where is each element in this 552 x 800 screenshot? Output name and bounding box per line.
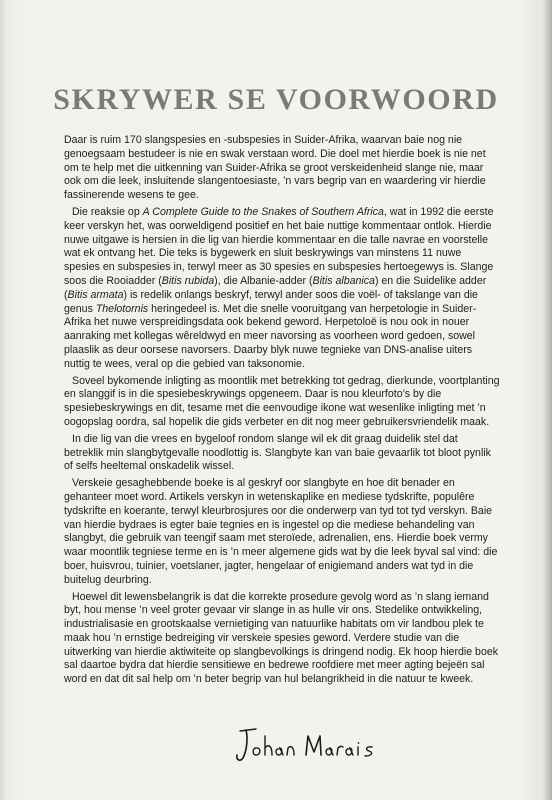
italic-term: Bitis albanica: [312, 274, 375, 287]
foreword-body: [64, 134, 500, 690]
italic-term: Thelotornis: [95, 302, 149, 315]
paragraph-3: Soveel bykomende inligting as moontlik met betrekking tot gedrag, dierkunde, voortplanting en slanggif is in die spesiebeskrywings opgeneem. Daar is nou kleurfoto’s by die spesiebeskrywings en dit, tesame met die eenvoudige ikone wat wesenlike inligting met ’n oogopslag oordra, sal hopelik die gids verbeter en dit nog meer gebruikersvriendelik maak.: [64, 374, 500, 428]
paragraph-5: Verskeie gesaghebbende boeke is al geskryf oor slangbyte en hoe dit benader en gehanteer moet word. Artikels verskyn in wetenskaplike en mediese tydskrifte, populêre tydskrifte en koerante, terwyl kleurbrosjures oor die onderwerp van tyd tot tyd verskyn. Baie van hierdie bydraes is egter baie tegnies en is ingestel op die mediese behandeling van slangbyt, die gebruik van teengif saam met steroïede, adrenalien, ens. Hierdie boek vermy waar moontlik tegniese terme en is ’n meer algemene gids wat by die leek byval sal vind: die boer, huisvrou, tuinier, voetslaner, jagter, hengelaar of enigiemand anders wat tyd in die buitelug deurbring.: [64, 477, 498, 586]
italic-term: Bitis armata: [67, 288, 124, 301]
paragraph-2: Die reaksie op A Complete Guide to the Snakes of Southern Africa, wat in 1992 die eerste keer verskyn het, was oorweldigend positief en het baie nuttige kommentaar ontlok. Hierdie nuwe uitgawe is hersien in die lig van hierdie kommentaar en die talle navrae en voorstelle wat ek ontvang het. Die teks is bygewerk en sluit beskrywings van minstens 11 nuwe spesies en subspesies in, terwyl meer as 30 spesies en subspesies hertoegewys is. Slange soos die Rooiadder (Bitis rubida), die Albanie-adder (Bitis albanica) en die Suidelike adder (Bitis armata) is redelik onlangs beskryf, terwyl ander soos die voël- of takslange van die genus Thelotornis heringedeel is. Met die snelle vooruitgang van herpetologie in Suider-Afrika het nuwe verspreidingsdata ook bekend geword. Herpetoloë is nou ook in nouer aanraking met kollegas wêreldwyd en meer navorsing as voorheen word gedoen, sowel plaaslik as deur oorsese navorsers. Daarby blyk nuwe tegnieke van DNS-analise uiters nuttig te wees, veral op die gebied van taksonomie.: [64, 205, 494, 370]
italic-term: Bitis rubida: [161, 274, 215, 287]
author-signature: [232, 722, 382, 766]
page-title: SKRYWER SE VOORWOORD: [53, 83, 499, 116]
paragraph-6: Hoewel dit lewensbelangrik is dat die korrekte prosedure gevolg word as ’n slang iemand byt, hou mense ’n veel groter gevaar vir slange in as hulle vir ons. Stedelike ontwikkeling, industrialisasie en grootskaalse vernietiging van natuurlike habitats om vir landbou plek te maak hou ’n ernstige bedreiging vir verskeie spesies geword. Verdere studie van die uitwerking van hierdie aktiwiteite op slangbevolkings is dringend nodig. Ek hoop hierdie boek sal daartoe bydra dat hierdie sensitiewe en bedrewe roofdiere met meer agting bejeën sal word en dat dit sal help om ’n beter begrip van hul belangrikheid in die natuur te kweek.: [64, 590, 499, 686]
paragraph-4: In die lig van die vrees en bygeloof rondom slange wil ek dit graag duidelik stel dat betreklik min slangbytgevalle noodlottig is. Slangbyte kan van baie gevaarlik tot bloot pynlik of selfs heeltemal onskadelik wissel.: [64, 432, 491, 473]
paragraph-1: Daar is ruim 170 slangspesies en -subspesies in Suider-Afrika, waarvan baie nog nie genoegsaam bestudeer is nie en swak verstaan word. Die doel met hierdie boek is nie net om te help met die uitkenning van Suider-Afrika se groot verskeidenheid slange nie, maar ook om die leek, insluitende slangentoesiaste, ’n vars begrip van en waardering vir hierdie fassinerende wesens te gee.: [64, 134, 486, 202]
italic-term: A Complete Guide to the Snakes of Southern Africa: [142, 205, 384, 218]
binding-shadow: [542, 0, 552, 800]
